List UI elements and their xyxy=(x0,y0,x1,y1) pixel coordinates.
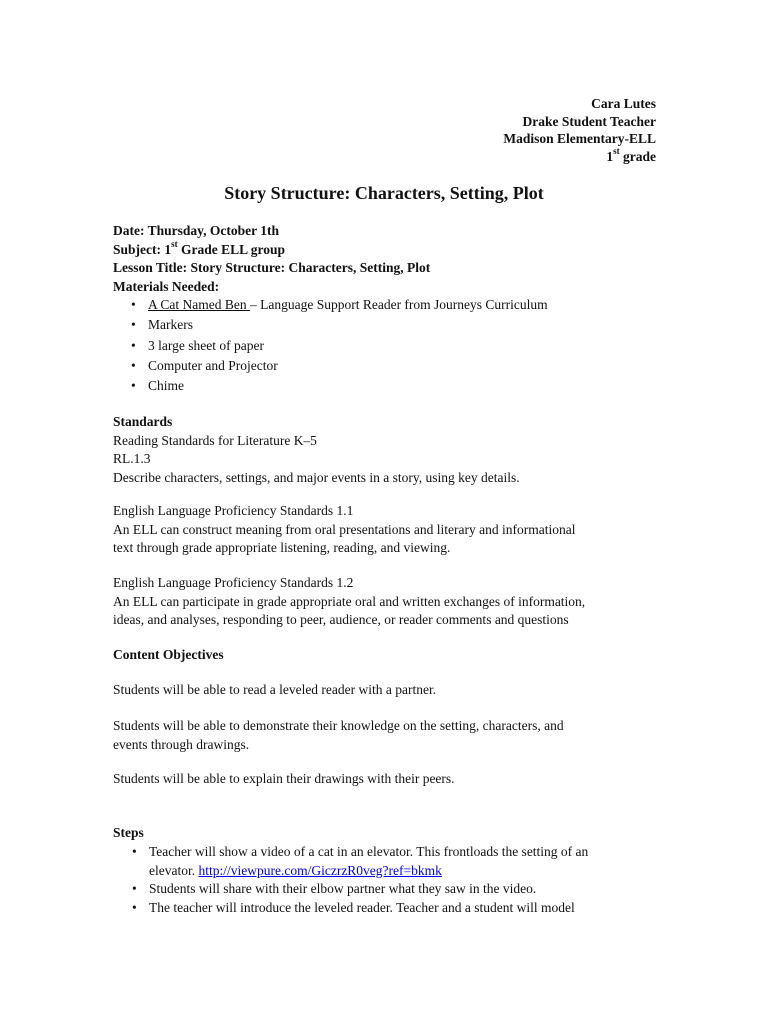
material-item: Chime xyxy=(148,378,184,394)
author-name: Cara Lutes xyxy=(591,96,656,111)
bullet-icon: • xyxy=(132,844,137,859)
lesson-date: Date: Thursday, October 1th xyxy=(113,223,280,238)
material-item: Computer and Projector xyxy=(148,357,278,373)
bullet-icon: • xyxy=(131,357,136,373)
list-item xyxy=(131,899,588,918)
subject-prefix: Subject: 1 xyxy=(113,241,172,257)
materials-list xyxy=(131,295,548,396)
list-item xyxy=(131,843,588,880)
grade-word: grade xyxy=(619,148,656,164)
elp2-line2: ideas, and analyses, responding to peer, audience, or reader comments and questions xyxy=(113,612,569,627)
list-item xyxy=(131,315,548,335)
grade-superscript: st xyxy=(613,146,620,156)
subject-superscript: st xyxy=(171,239,178,249)
objective-1: Students will be able to read a leveled reader with a partner. xyxy=(113,682,437,697)
steps-heading: Steps xyxy=(113,825,144,840)
step-3: The teacher will introduce the leveled reader. Teacher and a student will model xyxy=(149,899,575,915)
step-1-line2 xyxy=(149,862,588,881)
lesson-subject xyxy=(113,241,430,260)
elp1-line1: An ELL can construct meaning from oral presentations and literary and informational xyxy=(113,521,576,537)
materials-label: Materials Needed: xyxy=(113,278,220,294)
grade-number: 1 xyxy=(606,148,614,164)
objectives-heading: Content Objectives xyxy=(113,647,224,662)
bullet-icon: • xyxy=(131,378,136,394)
lesson-meta xyxy=(113,222,430,296)
list-item xyxy=(131,376,548,396)
objective-3: Students will be able to explain their drawings with their peers. xyxy=(113,771,455,786)
elp1-title: English Language Proficiency Standards 1.1 xyxy=(113,503,354,518)
list-item xyxy=(131,295,548,315)
elp1-line2: text through grade appropriate listening, reading, and viewing. xyxy=(113,540,451,555)
steps-list xyxy=(131,843,588,917)
elp-standard-1 xyxy=(113,502,575,558)
lesson-title-heading: Story Structure: Characters, Setting, Plot xyxy=(224,183,544,203)
author-grade xyxy=(503,148,656,166)
objective-2 xyxy=(113,717,564,754)
lit-standard-code: RL.1.3 xyxy=(113,451,151,466)
elp2-line1: An ELL can participate in grade appropriate oral and written exchanges of information, xyxy=(113,593,586,609)
step-2: Students will share with their elbow partner what they saw in the video. xyxy=(149,881,537,896)
material-item: Markers xyxy=(148,317,193,333)
author-role: Drake Student Teacher xyxy=(522,113,656,129)
elp-standard-2 xyxy=(113,574,585,630)
elp2-title: English Language Proficiency Standards 1.2 xyxy=(113,575,354,590)
lesson-title-line: Lesson Title: Story Structure: Characters, Setting, Plot xyxy=(113,260,431,275)
bullet-icon: • xyxy=(131,297,136,312)
author-school: Madison Elementary-ELL xyxy=(503,131,656,146)
material-item: 3 large sheet of paper xyxy=(148,337,264,353)
bullet-icon: • xyxy=(132,899,137,915)
list-item xyxy=(131,880,588,899)
objective-2-line2: events through drawings. xyxy=(113,736,250,752)
author-header xyxy=(503,95,656,165)
step-1-text: elevator. xyxy=(149,862,199,878)
book-title: A Cat Named Ben xyxy=(148,297,250,312)
standards-section xyxy=(113,413,520,487)
step-1-line1: Teacher will show a video of a cat in an elevator. This frontloads the setting of an xyxy=(149,844,589,859)
bullet-icon: • xyxy=(131,337,136,353)
video-link[interactable]: http://viewpure.com/GiczrzR0veg?ref=bkmk xyxy=(198,862,442,878)
list-item xyxy=(131,356,548,376)
list-item xyxy=(131,336,548,356)
objective-2-line1: Students will be able to demonstrate their knowledge on the setting, characters, and xyxy=(113,718,564,733)
bullet-icon: • xyxy=(131,317,136,333)
lit-standard-description: Describe characters, settings, and major events in a story, using key details. xyxy=(113,469,520,485)
lit-standard-title: Reading Standards for Literature K–5 xyxy=(113,432,317,448)
bullet-icon: • xyxy=(132,881,137,896)
book-description: – Language Support Reader from Journeys Curriculum xyxy=(249,297,548,312)
standards-heading: Standards xyxy=(113,414,173,429)
subject-suffix: Grade ELL group xyxy=(177,241,286,257)
